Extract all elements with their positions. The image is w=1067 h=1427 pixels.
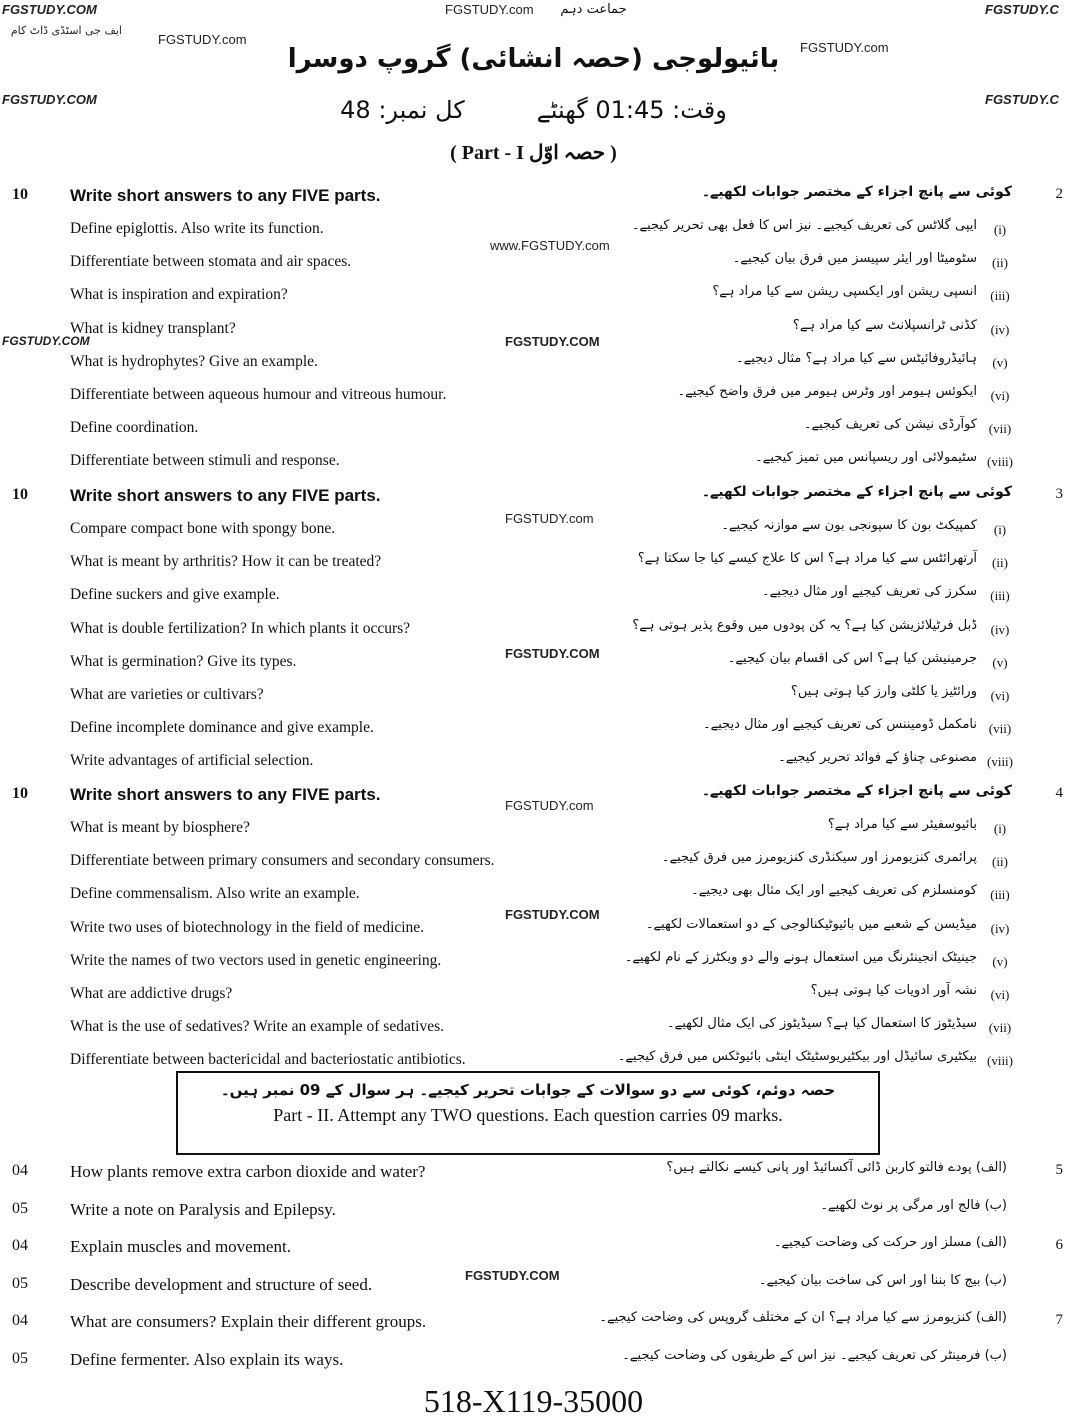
item-numeral: (ii) (992, 854, 1008, 869)
part-two-instructions (176, 1071, 880, 1155)
question-number: 2 (1055, 186, 1063, 202)
watermark: FGSTUDY.COM (505, 334, 600, 349)
item-numeral: (vii) (988, 421, 1012, 436)
item-english: What is kidney transplant? (70, 320, 236, 337)
heading-english: Write short answers to any FIVE parts. (70, 186, 381, 205)
item-urdu: کومنسلزم کی تعریف کیجیے اور ایک مثال بھی دیجیے۔ (691, 883, 977, 898)
watermark: FGSTUDY.COM (505, 907, 600, 922)
question-row (0, 384, 1067, 414)
question-row (0, 318, 1067, 348)
item-urdu: ورائٹیز یا کلٹی وارز کیا ہوتی ہیں؟ (790, 684, 977, 699)
item-english: Define fermenter. Also explain its ways. (70, 1350, 344, 1369)
question-row (0, 518, 1067, 548)
item-urdu: ایپی گلاٹس کی تعریف کیجیے۔ نیز اس کا فعل بھی تحریر کیجیے۔ (631, 218, 977, 233)
item-urdu: مصنوعی چناؤ کے فوائد تحریر کیجیے۔ (778, 750, 977, 765)
item-urdu: ایکوئس ہیومر اور وٹرس ہیومر میں فرق واضح کیجیے۔ (677, 384, 977, 399)
question-row (0, 551, 1067, 581)
question-heading (0, 783, 1067, 813)
question-marks: 10 (12, 785, 28, 802)
paper-title: بائیولوجی (حصہ انشائی) گروپ دوسرا (287, 44, 780, 74)
question-row (0, 218, 1067, 248)
watermark: FGSTUDY.com (505, 511, 594, 526)
watermark: FGSTUDY.COM (465, 1268, 560, 1283)
question-row (0, 251, 1067, 281)
item-numeral: (v) (992, 655, 1008, 670)
question-row (0, 917, 1067, 947)
item-english: Differentiate between stomata and air spaces. (70, 253, 352, 270)
question-row (0, 284, 1067, 314)
item-english: Define incomplete dominance and give example. (70, 719, 374, 736)
item-marks: 05 (12, 1275, 28, 1292)
item-english: Write two uses of biotechnology in the field of medicine. (70, 919, 425, 936)
item-english: Explain muscles and movement. (70, 1237, 291, 1256)
item-urdu: نامکمل ڈومیننس کی تعریف کیجیے اور مثال دیجیے۔ (702, 717, 977, 732)
item-urdu: کمپیکٹ بون کا سپونجی بون سے موازنہ کیجیے۔ (721, 518, 977, 533)
question-row (0, 1273, 1067, 1303)
watermark: FGSTUDY.COM (505, 646, 600, 661)
paper-code: 518-X119-35000 (423, 1383, 644, 1419)
watermark: FGSTUDY.C (985, 92, 1059, 107)
item-urdu: بائیوسفیئر سے کیا مراد ہے؟ (827, 817, 977, 832)
time-and-marks (0, 96, 1067, 125)
part-two-urdu: حصہ دوئم، کوئی سے دو سوالات کے جوابات تحریر کیجیے۔ ہر سوال کے 09 نمبر ہیں۔ (220, 1081, 836, 1099)
question-marks: 10 (12, 486, 28, 503)
item-english: Differentiate between primary consumers and secondary consumers. (70, 852, 495, 869)
item-english: Define epiglottis. Also write its function. (70, 220, 324, 237)
total-marks: کل نمبر: 48 (340, 96, 465, 124)
item-urdu: سٹومیٹا اور ایئر سپیسز میں فرق بیان کیجیے۔ (732, 251, 977, 266)
watermark: www.FGSTUDY.com (490, 238, 610, 253)
question-row (0, 618, 1067, 648)
item-urdu: انسپی ریشن اور ایکسپی ریشن سے کیا مراد ہے؟ (712, 284, 977, 299)
item-english: What is inspiration and expiration? (70, 286, 288, 303)
item-english: What are consumers? Explain their different groups. (70, 1312, 427, 1331)
question-row (0, 1198, 1067, 1228)
item-numeral: (vi) (990, 987, 1010, 1002)
part-one-label: ( Part - I حصہ اوّل ) (450, 142, 617, 164)
item-numeral: (iii) (990, 588, 1010, 603)
question-row (0, 1160, 1067, 1190)
item-english: Differentiate between aqueous humour and vitreous humour. (70, 386, 447, 403)
watermark: FGSTUDY.C (985, 2, 1059, 17)
item-numeral: (vi) (990, 388, 1010, 403)
item-urdu: ڈبل فرٹیلائزیشن کیا ہے؟ یہ کن پودوں میں وقوع پذیر ہوتی ہے؟ (632, 618, 977, 633)
item-english: What is meant by arthritis? How it can be treated? (70, 553, 382, 570)
item-english: How plants remove extra carbon dioxide and water? (70, 1162, 426, 1181)
question-row (0, 450, 1067, 480)
question-number: 5 (1055, 1162, 1063, 1178)
item-numeral: (vii) (988, 721, 1012, 736)
item-urdu: بیکٹیری سائیڈل اور بیکٹیریوسٹیٹک اینٹی بائیوٹکس میں فرق کیجیے۔ (617, 1049, 977, 1064)
item-urdu: (الف) کنزیومرز سے کیا مراد ہے؟ ان کے مختلف گروپس کی وضاحت کیجیے۔ (599, 1310, 1007, 1325)
item-urdu: کڈنی ٹرانسپلانٹ سے کیا مراد ہے؟ (792, 318, 977, 333)
item-marks: 04 (12, 1162, 28, 1179)
item-english: What is hydrophytes? Give an example. (70, 353, 318, 370)
item-numeral: (i) (993, 222, 1007, 237)
watermark: FGSTUDY.COM (2, 92, 97, 107)
item-numeral: (viii) (987, 1053, 1013, 1068)
heading-urdu: کوئی سے پانچ اجزاء کے مختصر جوابات لکھیے۔ (701, 484, 1012, 500)
item-marks: 05 (12, 1200, 28, 1217)
question-row (0, 1310, 1067, 1340)
item-numeral: (vii) (988, 1020, 1012, 1035)
item-urdu: (الف) پودے فالتو کاربن ڈائی آکسائیڈ اور پانی کیسے نکالتے ہیں؟ (666, 1160, 1007, 1175)
item-english: Define commensalism. Also write an example. (70, 885, 360, 902)
watermark: FGSTUDY.com (505, 798, 594, 813)
item-english: What are varieties or cultivars? (70, 686, 264, 703)
question-row (0, 417, 1067, 447)
time-label: وقت: 01:45 گھنٹے (536, 96, 727, 124)
question-row (0, 717, 1067, 747)
watermark: FGSTUDY.com (800, 40, 889, 55)
item-urdu: (ب) بیج کا بننا اور اس کی ساخت بیان کیجیے۔ (758, 1273, 1007, 1288)
question-number: 3 (1055, 486, 1063, 502)
item-urdu: میڈیسن کے شعبے میں بائیوٹیکنالوجی کے دو استعمالات لکھیے۔ (645, 917, 977, 932)
item-urdu: (ب) فالج اور مرگی پر نوٹ لکھیے۔ (820, 1198, 1007, 1213)
item-english: What is germination? Give its types. (70, 653, 297, 670)
item-numeral: (i) (993, 522, 1007, 537)
item-numeral: (iv) (990, 622, 1010, 637)
item-english: Compare compact bone with spongy bone. (70, 520, 336, 537)
question-marks: 10 (12, 186, 28, 203)
item-numeral: (iii) (990, 288, 1010, 303)
question-row (0, 351, 1067, 381)
item-numeral: (iv) (990, 322, 1010, 337)
item-english: Write the names of two vectors used in genetic engineering. (70, 952, 442, 969)
question-row (0, 950, 1067, 980)
item-english: Write a note on Paralysis and Epilepsy. (70, 1200, 336, 1219)
question-row (0, 584, 1067, 614)
question-row (0, 651, 1067, 681)
heading-urdu: کوئی سے پانچ اجزاء کے مختصر جوابات لکھیے۔ (701, 184, 1012, 200)
watermark: ایف جی اسٹڈی ڈاٹ کام (10, 24, 122, 37)
item-english: Describe development and structure of seed. (70, 1275, 373, 1294)
item-marks: 04 (12, 1312, 28, 1329)
item-urdu: جرمینیشن کیا ہے؟ اس کی اقسام بیان کیجیے۔ (727, 651, 977, 666)
item-english: Define suckers and give example. (70, 586, 280, 603)
item-numeral: (ii) (992, 555, 1008, 570)
item-urdu: نشہ آور ادویات کیا ہوتی ہیں؟ (810, 983, 977, 998)
item-numeral: (viii) (987, 454, 1013, 469)
watermark: FGSTUDY.COM (2, 334, 90, 348)
item-urdu: (الف) مسلز اور حرکت کی وضاحت کیجیے۔ (773, 1235, 1007, 1250)
item-numeral: (vi) (990, 688, 1010, 703)
item-english: Differentiate between stimuli and response. (70, 452, 340, 469)
heading-urdu: کوئی سے پانچ اجزاء کے مختصر جوابات لکھیے۔ (701, 783, 1012, 799)
item-numeral: (v) (992, 355, 1008, 370)
question-row (0, 817, 1067, 847)
item-marks: 04 (12, 1237, 28, 1254)
item-numeral: (iv) (990, 921, 1010, 936)
watermark: FGSTUDY.com (445, 2, 534, 17)
item-english: What is meant by biosphere? (70, 819, 250, 836)
item-urdu: (ب) فرمینٹر کی تعریف کیجیے۔ نیز اس کے طریقوں کی وضاحت کیجیے۔ (622, 1348, 1007, 1363)
heading-english: Write short answers to any FIVE parts. (70, 486, 381, 505)
question-row (0, 750, 1067, 780)
question-row (0, 1348, 1067, 1378)
item-numeral: (ii) (992, 255, 1008, 270)
question-row (0, 1016, 1067, 1046)
item-numeral: (iii) (990, 887, 1010, 902)
item-marks: 05 (12, 1350, 28, 1367)
item-urdu: جینیٹک انجینئرنگ میں استعمال ہونے والے دو ویکٹرز کے نام لکھیے۔ (624, 950, 977, 965)
item-english: Differentiate between bactericidal and bacteriostatic antibiotics. (70, 1051, 466, 1068)
watermark: FGSTUDY.COM (2, 2, 97, 17)
item-urdu: آرتھرائٹس سے کیا مراد ہے؟ اس کا علاج کیسے کیا جا سکتا ہے؟ (637, 551, 977, 566)
question-row (0, 983, 1067, 1013)
question-row (0, 850, 1067, 880)
question-row (0, 883, 1067, 913)
question-heading (0, 484, 1067, 514)
watermark: FGSTUDY.com (158, 32, 247, 47)
part-two-english: Part - II. Attempt any TWO questions. Each question carries 09 marks. (273, 1105, 783, 1125)
item-urdu: ہائیڈروفائیٹس سے کیا مراد ہے؟ مثال دیجیے۔ (735, 351, 977, 366)
class-label: جماعت دہم (560, 2, 627, 17)
item-numeral: (v) (992, 954, 1008, 969)
item-urdu: سکرز کی تعریف کیجیے اور مثال دیجیے۔ (762, 584, 977, 599)
question-number: 7 (1055, 1312, 1063, 1328)
item-english: What is double fertilization? In which plants it occurs? (70, 620, 411, 637)
item-urdu: سٹیمولائی اور ریسپانس میں تمیز کیجیے۔ (755, 450, 977, 465)
question-row (0, 684, 1067, 714)
question-row (0, 1235, 1067, 1265)
item-urdu: سیڈیٹوز کا استعمال کیا ہے؟ سیڈیٹوز کی ایک مثال لکھیے۔ (667, 1016, 977, 1031)
item-english: What is the use of sedatives? Write an example of sedatives. (70, 1018, 444, 1035)
item-urdu: کوآرڈی نیشن کی تعریف کیجیے۔ (803, 417, 977, 432)
item-numeral: (i) (993, 821, 1007, 836)
item-english: What are addictive drugs? (70, 985, 233, 1002)
question-number: 6 (1055, 1237, 1063, 1253)
item-english: Write advantages of artificial selection. (70, 752, 314, 769)
item-urdu: پرائمری کنزیومرز اور سیکنڈری کنزیومرز میں فرق کیجیے۔ (661, 850, 977, 865)
heading-english: Write short answers to any FIVE parts. (70, 785, 381, 804)
question-number: 4 (1055, 785, 1063, 801)
item-numeral: (viii) (987, 754, 1013, 769)
question-heading (0, 184, 1067, 214)
item-english: Define coordination. (70, 419, 199, 436)
